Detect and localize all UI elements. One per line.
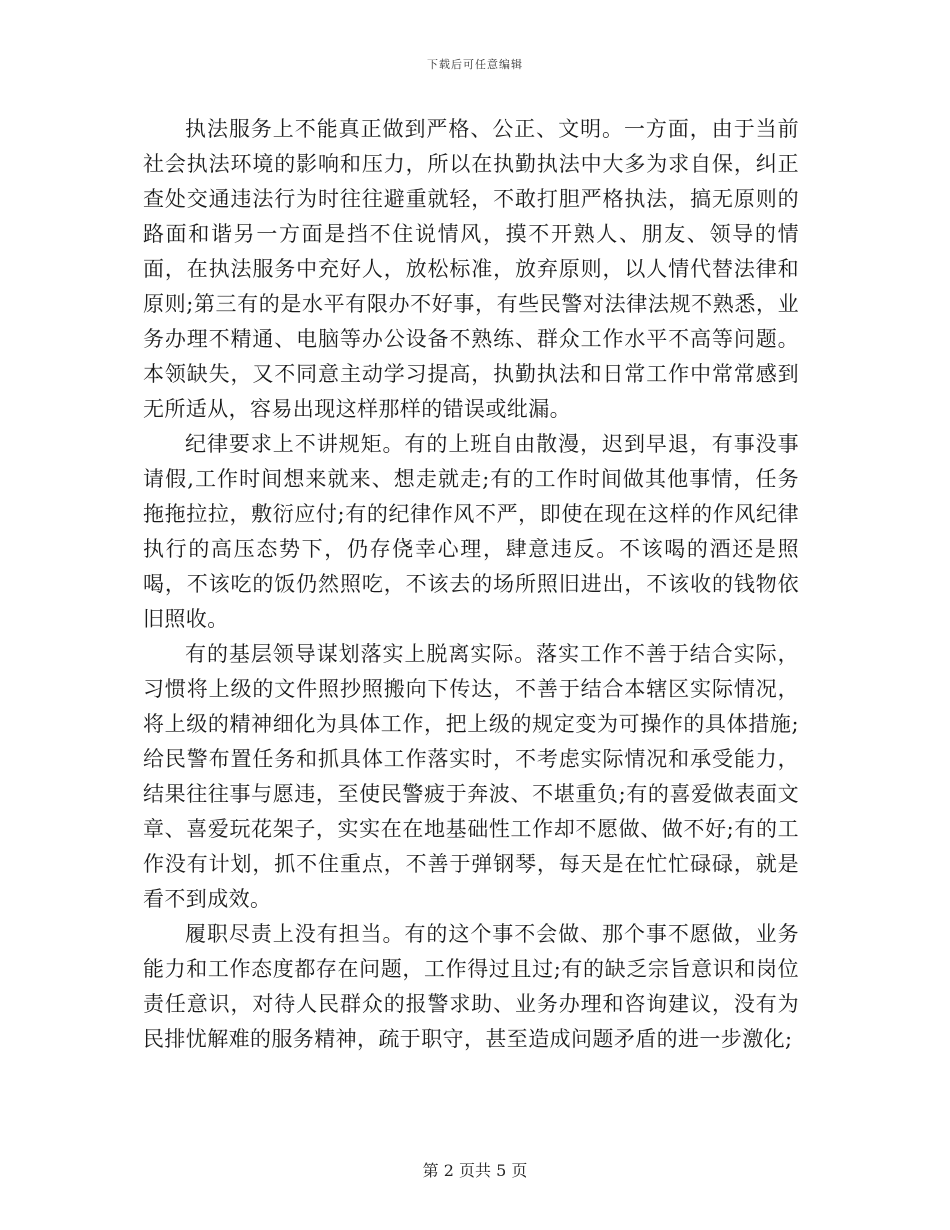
- paragraph-law-enforcement: 执法服务上不能真正做到严格、公正、文明。一方面，由于当前社会执法环境的影响和压力，所以在执勤执法中大多为求自保，纠正查处交通违法行为时往往避重就轻，不敢打胆严格执法，搞无原则的路面和谐另一方面是挡不住说情风，摸不开熟人、朋友、领导的情面，在执法服务中充好人，放松标准，放弃原则，以人情代替法律和原则;第三有的是水平有限办不好事，有些民警对法律法规不熟悉，业务办理不精通、电脑等办公设备不熟练、群众工作水平不高等问题。本领缺失，又不同意主动学习提高，执勤执法和日常工作中常常感到无所适从，容易出现这样那样的错误或纰漏。: [143, 117, 799, 421]
- page-number: 第 2 页共 5 页: [422, 1161, 528, 1180]
- paragraph-leadership: 有的基层领导谋划落实上脱离实际。落实工作不善于结合实际，习惯将上级的文件照抄照搬向下传达，不善于结合本辖区实际情况，将上级的精神细化为具体工作，把上级的规定变为可操作的具体措施;给民警布置任务和抓具体工作落实时，不考虑实际情况和承受能力，结果往往事与愿违，至使民警疲于奔波、不堪重负;有的喜爱做表面文章、喜爱玩花架子，实实在在地基础性工作却不愿做、做不好;有的工作没有计划，抓不住重点，不善于弹钢琴，每天是在忙忙碌碌，就是看不到成效。: [143, 642, 799, 911]
- document-body: [143, 112, 799, 1057]
- paragraph-responsibility: 履职尽责上没有担当。有的这个事不会做、那个事不愿做，业务能力和工作态度都存在问题，工作得过且过;有的缺乏宗旨意识和岗位责任意识，对待人民群众的报警求助、业务办理和咨询建议，没有为民排忧解难的服务精神，疏于职守，甚至造成问题矛盾的进一步激化;: [143, 922, 799, 1051]
- paragraph-discipline: 纪律要求上不讲规矩。有的上班自由散漫，迟到早退，有事没事请假,工作时间想来就来、想走就走;有的工作时间做其他事情，任务拖拖拉拉，敷衍应付;有的纪律作风不严，即使在现在这样的作风纪律执行的高压态势下，仍存侥幸心理，肆意违反。不该喝的酒还是照喝，不该吃的饭仍然照吃，不该去的场所照旧进出，不该收的钱物依旧照收。: [143, 432, 799, 631]
- header-note: 下载后可任意编辑: [427, 58, 523, 71]
